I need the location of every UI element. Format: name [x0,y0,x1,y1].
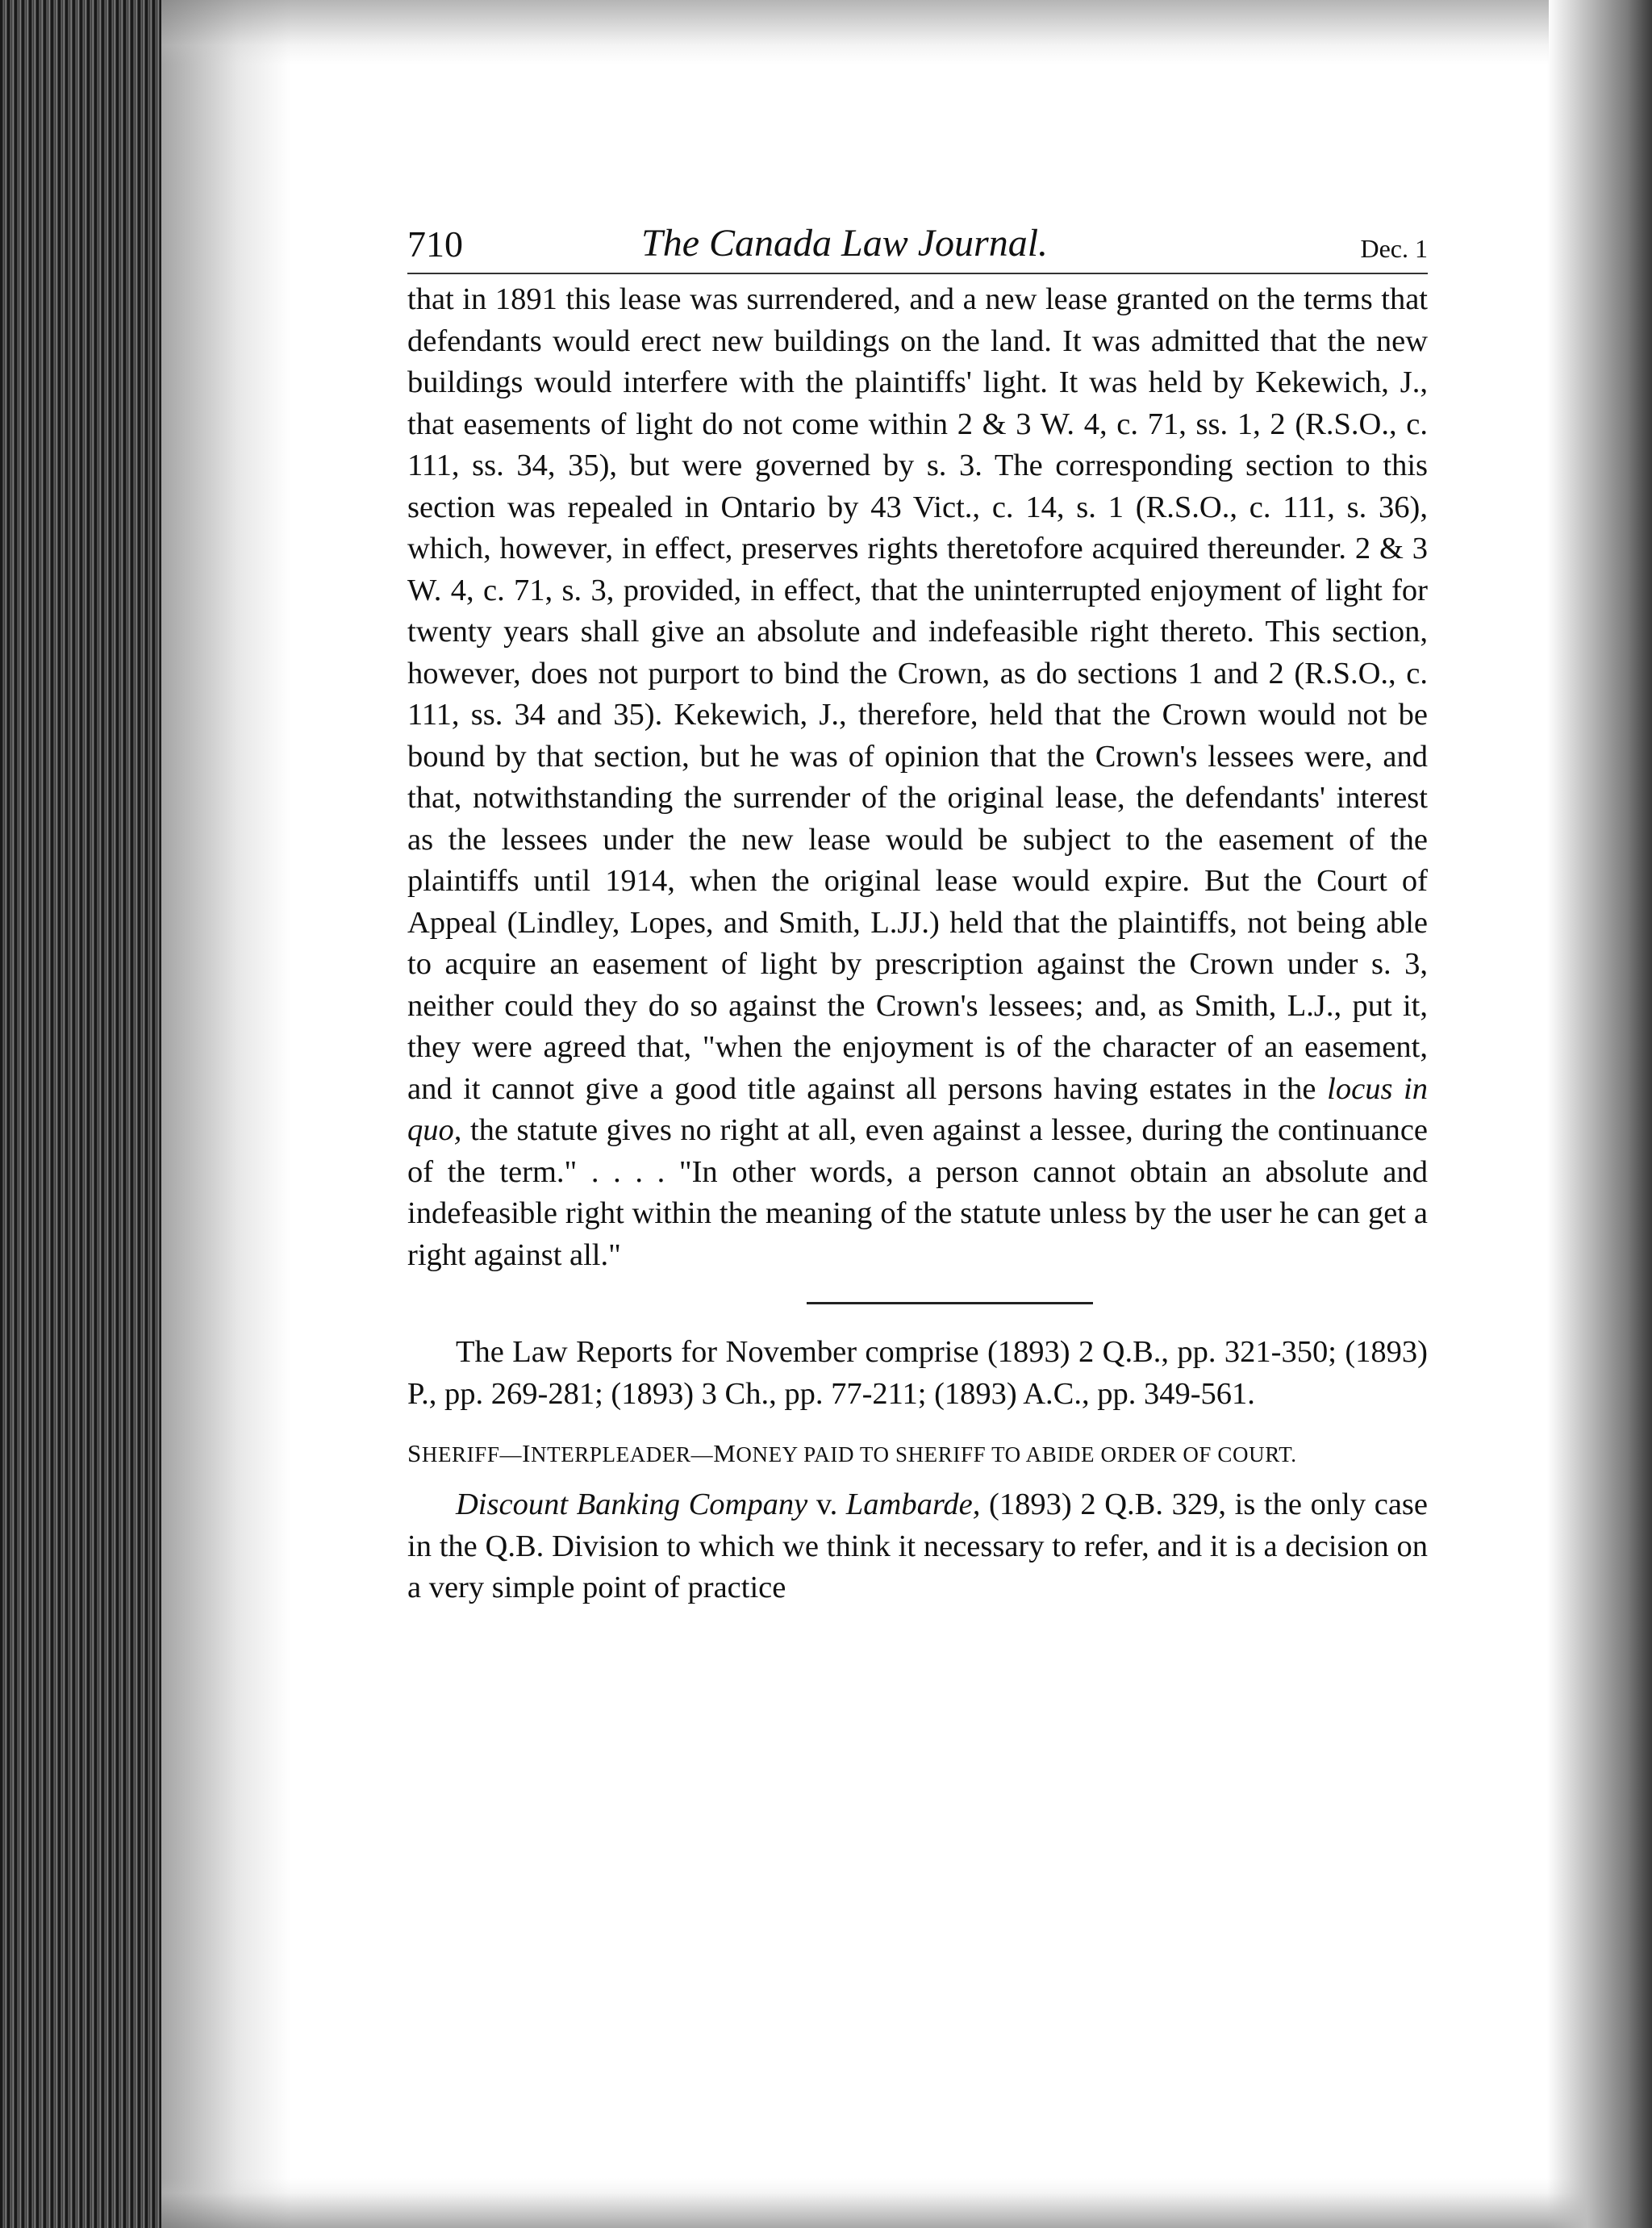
body-text [407,279,1428,1276]
case-headnote: SHERIFF—INTERPLEADER—MONEY PAID TO SHERIFF TO ABIDE ORDER OF COURT. [407,1439,1297,1467]
paragraph [407,279,1428,1276]
scan-right-edge [1547,0,1652,2228]
journal-title: The Canada Law Journal. [641,222,1049,265]
law-reports-note: The Law Reports for November comprise (1893) 2 Q.B., pp. 321-350; (1893) P., pp. 269-281; (1893) 3 Ch., pp. 77-211; (1893) A.C., pp. 349-561. [407,1335,1428,1411]
paragraph-italic-phrase: locus in quo, [407,1071,1428,1147]
scan-top-edge [161,0,1549,65]
paragraph-text: that in 1891 this lease was surrendered, and a new lease granted on the terms that defendants would erect new buildings on the land. It was admitted that the new buildings would interfere with the plaintiffs' light. It was held by Kekewich, J., that easements of light do not come within 2 & 3 W. 4, c. 71, ss. 1, 2 (R.S.O., c. 111, ss. 34, 35), but were governed by s. 3. The corresponding section to this section was repealed in Ontario by 43 Vict., c. 14, s. 1 (R.S.O., c. 111, s. 36), which, however, in effect, preserves rights theretofore acquired thereunder. 2 & 3 W. 4, c. 71, s. 3, provided, in effect, that the uninterrupted enjoyment of light for twenty years shall give an absolute and indefeasible right thereto. This section, however, does not purport to bind the Crown, as do sections 1 and 2 (R.S.O., c. 111, ss. 34 and 35). Kekewich, J., therefore, held that the Crown would not be bound by that section, but he was of opinion that the Crown's lessees were, and that, notwithstanding the surrender of the original lease, the defendants' interest as the lessees under the new lease would be subject to the easement of the plaintiffs until 1914, when the original lease would expire. But the Court of Appeal (Lindley, Lopes, and Smith, L.JJ.) held that the plaintiffs, not being able to acquire an easement of light by prescription against the Crown under s. 3, neither could they do so against the Crown's lessees; and, as Smith, L.J., put it, they were agreed that, "when the enjoyment is of the character of an easement, and it cannot give a good title against all persons having estates in the [407,282,1428,1106]
journal-page [407,216,1428,1609]
paragraph-text-continued: the statute gives no right at all, even against a lessee, during the continuance of the term." . . . . "In other words, a person cannot obtain an absolute and indefeasible right within the meaning of the statute unless by the user he can get a right against all." [407,1113,1428,1272]
scan-binding-shadow [0,0,161,2228]
issue-date: Dec. 1 [1360,234,1428,263]
page-number: 710 [407,223,463,265]
case-versus: v. [816,1487,838,1521]
running-head [407,216,1428,274]
section-divider [807,1302,1093,1304]
case-paragraph [407,1484,1428,1609]
case-party-one: Discount Banking Company [456,1487,808,1521]
scan-bottom-edge [161,2178,1652,2228]
case-party-two: Lambarde, [845,1487,981,1521]
scan-shadow-fade [161,0,290,2228]
case-text: (1893) 2 Q.B. 329, is the only case in the Q.B. Division to which we think it necessary to refer, and it is a decision on a very simple point of practice [407,1487,1429,1604]
